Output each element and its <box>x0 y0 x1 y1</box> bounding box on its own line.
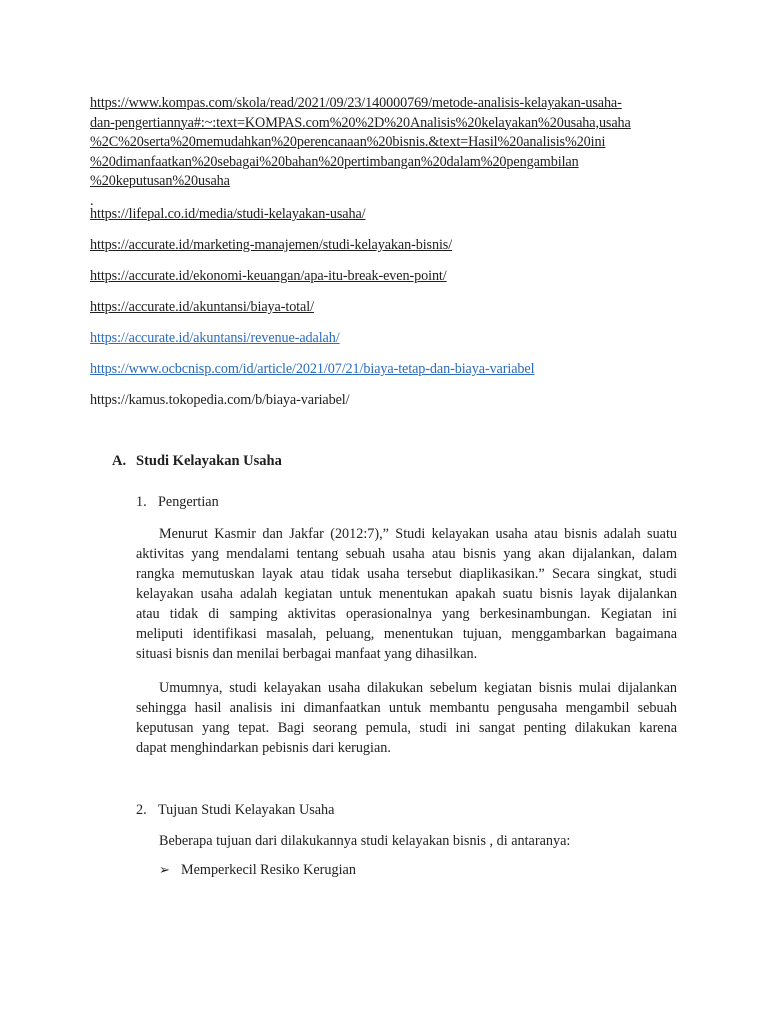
paragraph-line: Umumnya, studi kelayakan usaha dilakukan sebelum kegiatan bisnis mulai dijalankan <box>159 680 677 696</box>
reference-ocbc <box>90 360 690 380</box>
paragraph-line: rangka memutuskan layak atau tidak usaha tersebut diaplikasikan.” Secara singkat, studi <box>136 566 677 582</box>
section-heading-a <box>112 453 282 470</box>
paragraph-line: meliputi identifikasi masalah, peluang, menentukan tujuan, menggambarkan bagaimana <box>136 626 677 642</box>
link-kompas-line: dan-pengertiannya#:~:text=KOMPAS.com%20%2D%20Analisis%20kelayakan%20usaha,usaha <box>90 114 631 131</box>
paragraph-line: Menurut Kasmir dan Jakfar (2012:7),” Studi kelayakan usaha atau bisnis adalah suatu <box>159 526 677 542</box>
text-tokopedia-url: https://kamus.tokopedia.com/b/biaya-variabel/ <box>90 392 350 408</box>
paragraph-line: dapat menghindarkan pebisnis dari kerugian. <box>136 740 391 756</box>
reference-lifepal <box>90 205 690 225</box>
paragraph-line: sehingga hasil analisis ini dimanfaatkan untuk membantu pengusaha mengambil sebuah <box>136 700 677 716</box>
paragraph-line: keputusan yang tepat. Bagi seorang pemula, studi ini sangat penting dilakukan karena <box>136 720 677 736</box>
link-accurate-biaya-total[interactable]: https://accurate.id/akuntansi/biaya-total/ <box>90 299 314 315</box>
bullet-label: Memperkecil Resiko Kerugian <box>181 862 356 878</box>
bullet-item-risiko <box>159 862 356 879</box>
section-marker: A. <box>112 453 127 469</box>
paragraph-line: kelayakan usaha adalah kegiatan untuk menentukan apakah suatu bisnis layak dijalankan <box>136 586 677 602</box>
paragraph-line: situasi bisnis dan menilai berbagai manfaat yang dihasilkan. <box>136 646 478 662</box>
kompas-trailing-period: . <box>90 192 94 209</box>
list-label: Pengertian <box>158 494 219 510</box>
link-kompas-line: %20keputusan%20usaha <box>90 173 230 190</box>
link-lifepal[interactable]: https://lifepal.co.id/media/studi-kelayakan-usaha/ <box>90 206 366 222</box>
paragraph-general <box>136 678 677 758</box>
paragraph-line: aktivitas yang mendalami tentang sebuah usaha atau bisnis yang akan dijalankan, dalam <box>136 546 677 562</box>
reference-accurate-bisnis <box>90 236 690 256</box>
reference-accurate-revenue <box>90 329 690 349</box>
link-ocbc-biaya-tetap[interactable]: https://www.ocbcnisp.com/id/article/2021/07/21/biaya-tetap-dan-biaya-variabel <box>90 361 535 377</box>
reference-accurate-bep <box>90 267 690 287</box>
reference-accurate-biaya-total <box>90 298 690 318</box>
paragraph-line: atau tidak di samping aktivitas operasionalnya yang berkesinambungan. Kegiatan ini <box>136 606 677 622</box>
arrow-bullet-icon: ➢ <box>159 862 170 877</box>
reference-tokopedia <box>90 391 690 411</box>
link-accurate-break-even-point[interactable]: https://accurate.id/ekonomi-keuangan/apa-itu-break-even-point/ <box>90 268 447 284</box>
paragraph-definition <box>136 524 677 664</box>
tujuan-intro: Beberapa tujuan dari dilakukannya studi kelayakan bisnis , di antaranya: <box>159 833 571 849</box>
list-number: 2. <box>136 802 147 818</box>
reference-kompas <box>90 94 690 212</box>
link-accurate-revenue[interactable]: https://accurate.id/akuntansi/revenue-adalah/ <box>90 330 340 346</box>
link-kompas-line: %2C%20serta%20memudahkan%20perencanaan%20bisnis.&text=Hasil%20analisis%20ini <box>90 134 606 151</box>
list-label: Tujuan Studi Kelayakan Usaha <box>158 802 335 818</box>
link-kompas[interactable] <box>90 94 690 189</box>
section-title: Studi Kelayakan Usaha <box>136 453 282 469</box>
list-item-tujuan <box>136 802 334 819</box>
link-kompas-line: https://www.kompas.com/skola/read/2021/09/23/140000769/metode-analisis-kelayakan-usaha- <box>90 95 622 111</box>
link-accurate-studi-kelayakan[interactable]: https://accurate.id/marketing-manajemen/studi-kelayakan-bisnis/ <box>90 237 453 253</box>
list-number: 1. <box>136 494 147 510</box>
link-kompas-line: %20dimanfaatkan%20sebagai%20bahan%20pertimbangan%20dalam%20pengambilan <box>90 153 579 170</box>
list-item-pengertian <box>136 494 219 511</box>
